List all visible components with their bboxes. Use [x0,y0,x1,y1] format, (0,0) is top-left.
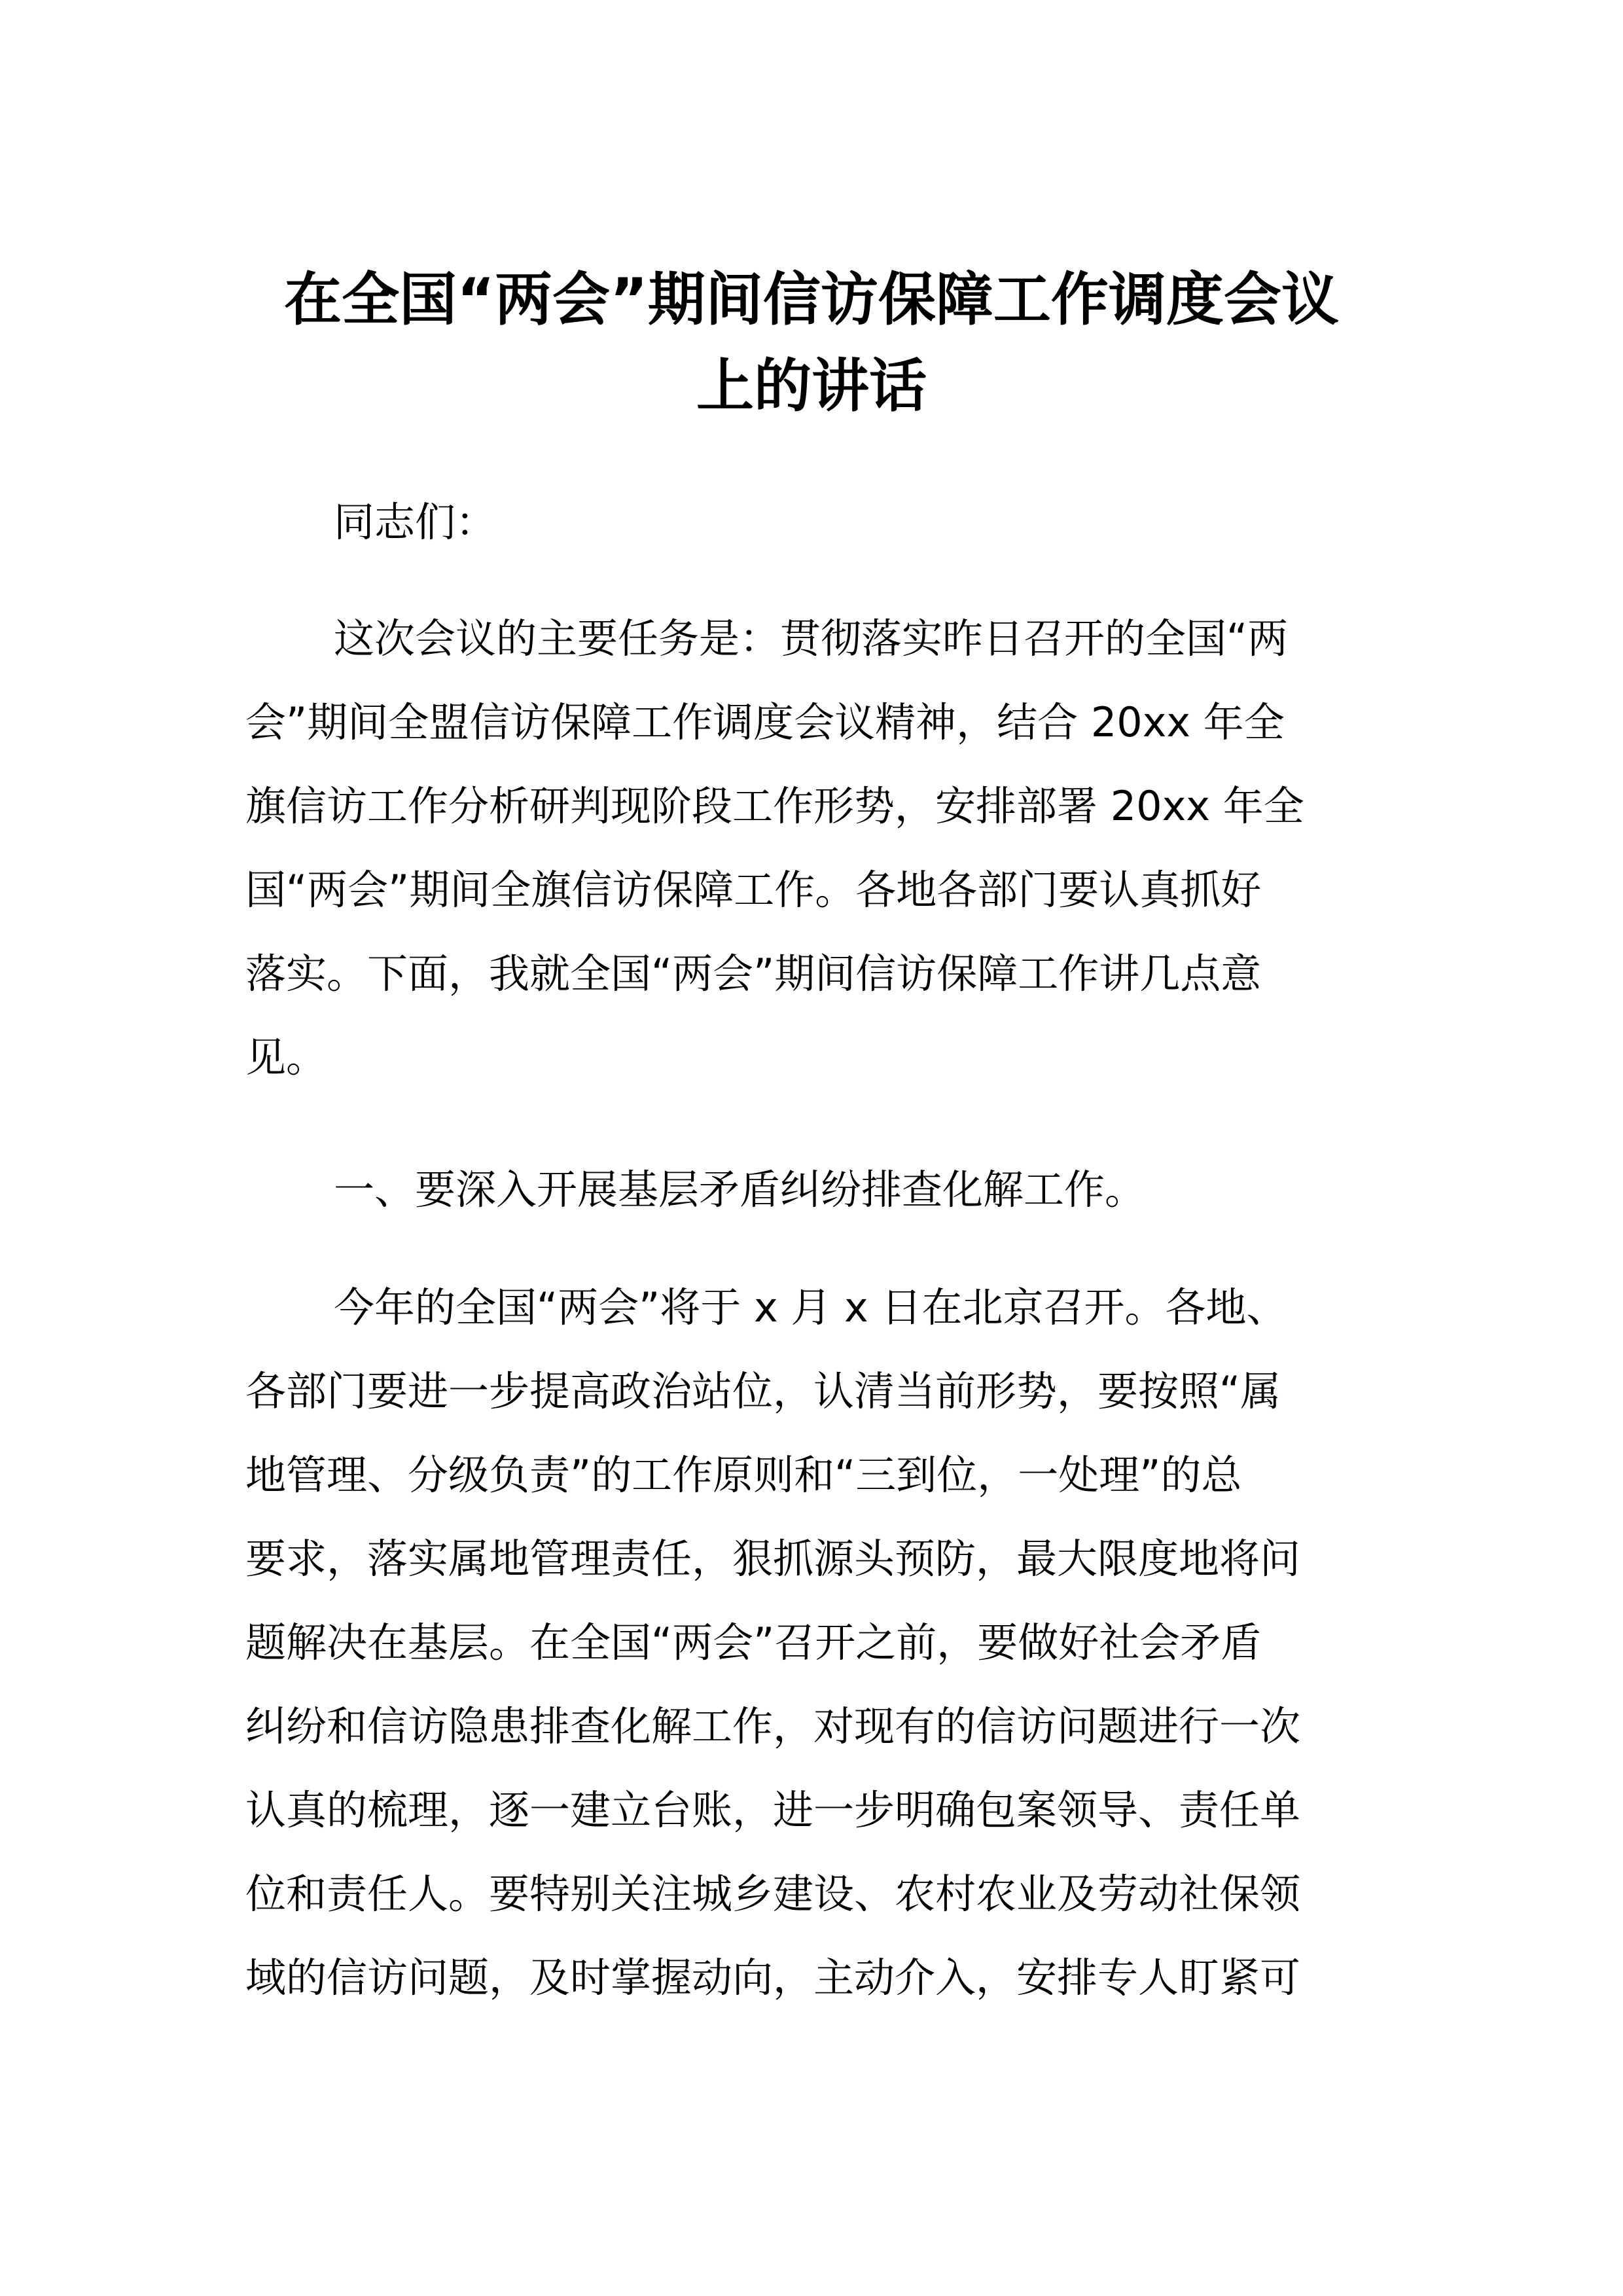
paragraph2-line-5: 题解决在基层。在全国“两会”召开之前，要做好社会矛盾 [245,1619,1262,1666]
salutation: 同志们： [334,498,497,546]
paragraph1-line-6: 见。 [245,1033,327,1081]
paragraph2-line-6: 纠纷和信访隐患排查化解工作，对现有的信访问题进行一次 [245,1702,1301,1750]
paragraph2-line-9: 域的信访问题，及时掌握动向，主动介入，安排专人盯紧可 [245,1954,1301,2001]
section1-heading: 一、要深入开展基层矛盾纠纷排查化解工作。 [334,1166,1146,1213]
paragraph2-line-8: 位和责任人。要特别关注城乡建设、农村农业及劳动社保领 [245,1870,1301,1918]
paragraph1-line-5: 落实。下面，我就全国“两会”期间信访保障工作讲几点意 [245,950,1262,997]
document-title-line-2: 上的讲话 [696,352,927,420]
document-title-line-1: 在全国“两会”期间信访保障工作调度会议 [284,266,1339,333]
paragraph2-line-3: 地管理、分级负责”的工作原则和“三到位，一处理”的总 [245,1451,1242,1499]
paragraph1-line-1: 这次会议的主要任务是：贯彻落实昨日召开的全国“两 [334,615,1289,662]
paragraph1-line-2: 会”期间全盟信访保障工作调度会议精神，结合 20xx 年全 [245,698,1285,746]
paragraph1-line-3: 旗信访工作分析研判现阶段工作形势，安排部署 20xx 年全 [245,782,1304,830]
paragraph2-line-1: 今年的全国“两会”将于 x 月 x 日在北京召开。各地、 [334,1283,1287,1331]
paragraph2-line-4: 要求，落实属地管理责任，狠抓源头预防，最大限度地将问 [245,1535,1301,1583]
paragraph2-line-2: 各部门要进一步提高政治站位，认清当前形势，要按照“属 [245,1367,1281,1415]
paragraph1-line-4: 国“两会”期间全旗信访保障工作。各地各部门要认真抓好 [245,866,1262,914]
paragraph2-line-7: 认真的梳理，逐一建立台账，进一步明确包案领导、责任单 [245,1786,1301,1834]
